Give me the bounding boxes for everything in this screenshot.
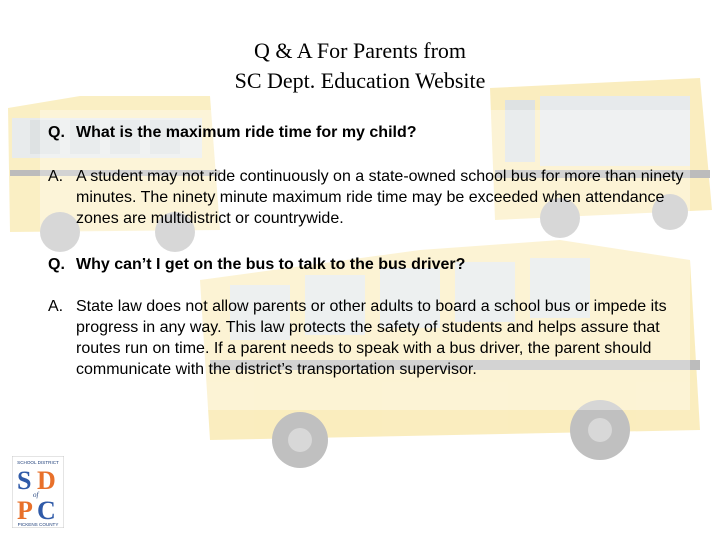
district-logo — [12, 456, 64, 528]
svg-text:of: of — [33, 491, 39, 499]
question-2-label: Q. — [48, 256, 65, 273]
answer-1 — [48, 166, 688, 229]
question-1-text: What is the maximum ride time for my child? — [76, 124, 417, 141]
svg-text:P: P — [17, 496, 33, 525]
question-2 — [48, 254, 688, 275]
answer-1-label: A. — [48, 168, 64, 185]
svg-text:SCHOOL DISTRICT: SCHOOL DISTRICT — [17, 460, 59, 465]
answer-2-text: State law does not allow parents or other adults to board a school bus or impede its progress in any way. This law protects the safety of students and helps assure that routes run on time. If a parent needs to speak with a bus driver, the parent should communicate with the district’s transportation supervisor. — [76, 298, 667, 378]
slide-title — [0, 36, 720, 96]
answer-2-label: A. — [48, 298, 64, 315]
answer-1-text: A student may not ride continuously on a state-owned school bus for more than ninety minutes. The ninety minute maximum ride time may be exceeded when attendance zones are multidistrict or countrywide. — [76, 168, 684, 227]
question-1-label: Q. — [48, 124, 65, 141]
question-1 — [48, 122, 688, 143]
svg-text:PICKENS COUNTY: PICKENS COUNTY — [17, 522, 59, 527]
slide-title-line-2: SC Dept. Education Website — [234, 68, 486, 93]
svg-text:D: D — [37, 466, 56, 495]
slide-title-line-1: Q & A For Parents from — [253, 38, 467, 63]
svg-text:C: C — [37, 496, 56, 525]
answer-2 — [48, 296, 688, 380]
question-2-text: Why can’t I get on the bus to talk to the bus driver? — [76, 256, 466, 273]
svg-text:S: S — [17, 466, 32, 495]
